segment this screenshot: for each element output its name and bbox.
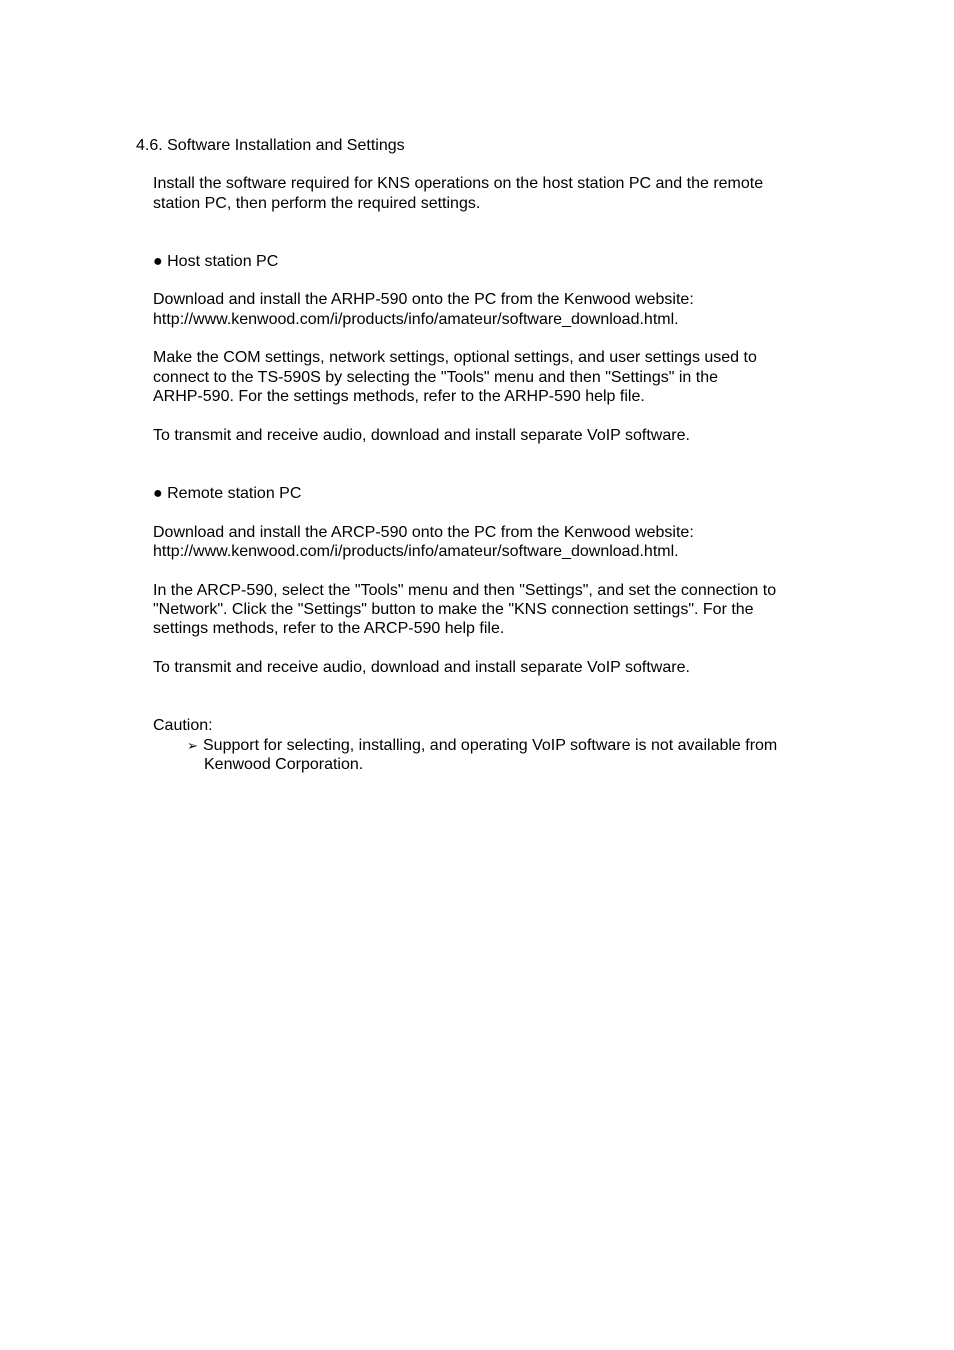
remote-download-url: http://www.kenwood.com/i/products/info/amateur/software_download.html. bbox=[153, 543, 679, 560]
section-title: 4.6. Software Installation and Settings bbox=[136, 137, 405, 154]
intro-line: Install the software required for KNS operations on the host station PC and the remote bbox=[153, 175, 764, 192]
caution-item-line: Kenwood Corporation. bbox=[204, 756, 364, 773]
remote-settings-line: "Network". Click the "Settings" button to make the "KNS connection settings". For the bbox=[153, 601, 754, 618]
host-settings-line: ARHP-590. For the settings methods, refer to the ARHP-590 help file. bbox=[153, 388, 645, 405]
remote-heading: ● Remote station PC bbox=[153, 485, 302, 502]
host-download-line: Download and install the ARHP-590 onto the PC from the Kenwood website: bbox=[153, 291, 694, 308]
intro-line: station PC, then perform the required settings. bbox=[153, 195, 481, 212]
host-settings-line: connect to the TS-590S by selecting the "Tools" menu and then "Settings" in the bbox=[153, 369, 718, 386]
host-download-url: http://www.kenwood.com/i/products/info/amateur/software_download.html. bbox=[153, 311, 679, 328]
remote-download-line: Download and install the ARCP-590 onto the PC from the Kenwood website: bbox=[153, 524, 694, 541]
host-voip-text: To transmit and receive audio, download and install separate VoIP software. bbox=[153, 427, 690, 444]
arrow-bullet-icon: ➢ bbox=[187, 738, 198, 753]
host-settings-line: Make the COM settings, network settings, optional settings, and user settings used to bbox=[153, 349, 757, 366]
remote-settings-line: In the ARCP-590, select the "Tools" menu and then "Settings", and set the connection to bbox=[153, 582, 777, 599]
caution-item-line: Support for selecting, installing, and operating VoIP software is not available from bbox=[203, 737, 778, 754]
remote-settings-line: settings methods, refer to the ARCP-590 help file. bbox=[153, 620, 505, 637]
host-heading: ● Host station PC bbox=[153, 253, 279, 270]
remote-voip-text: To transmit and receive audio, download and install separate VoIP software. bbox=[153, 659, 690, 676]
caution-label: Caution: bbox=[153, 717, 213, 734]
